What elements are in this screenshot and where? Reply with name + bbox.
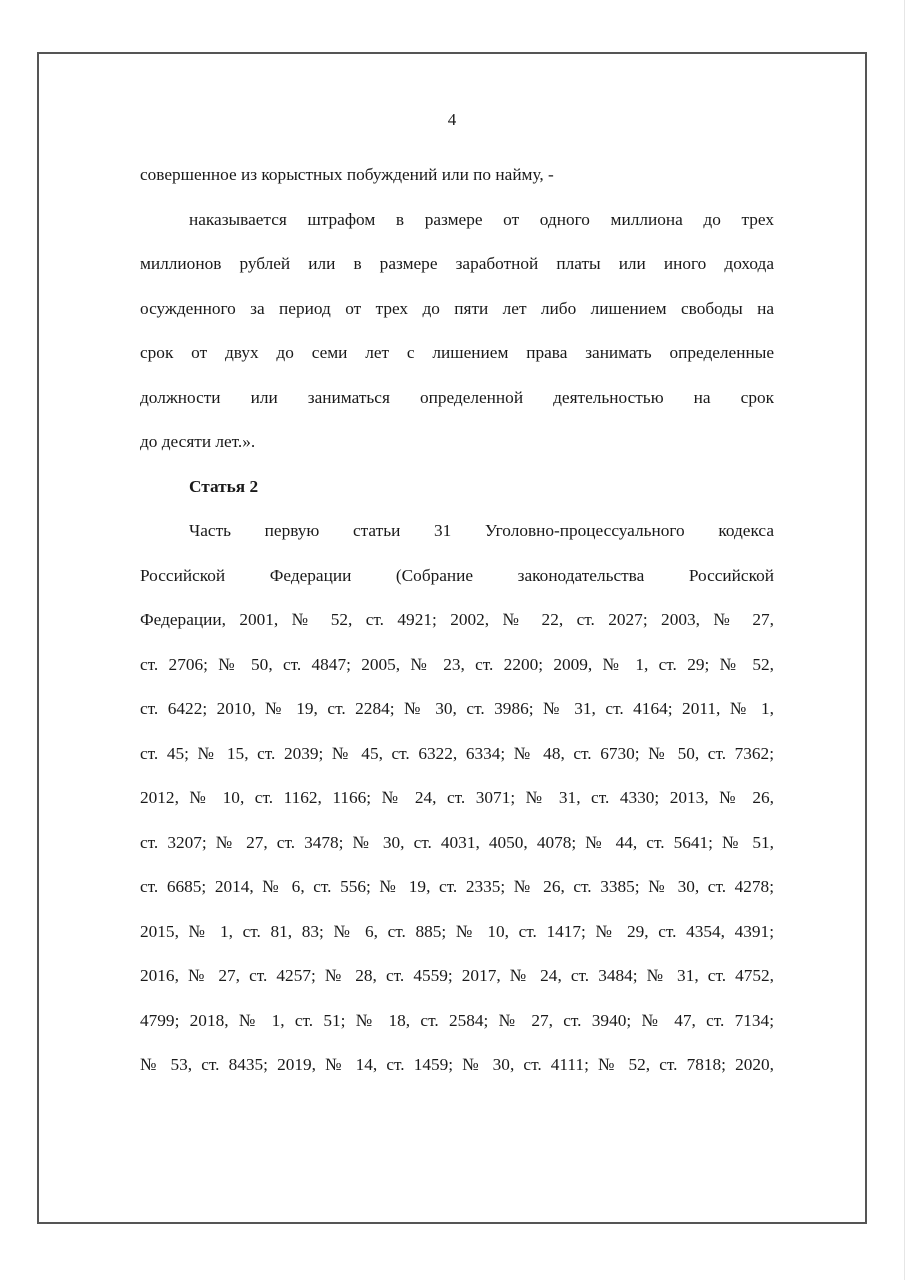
text-line: наказывается штрафом в размере от одного миллиона до трех [189, 209, 774, 229]
text-line: миллионов рублей или в размере заработной платы или иного дохода [140, 254, 774, 273]
text-line: ст. 6685; 2014, № 6, ст. 556; № 19, ст. 2335; № 26, ст. 3385; № 30, ст. 4278; [140, 877, 774, 896]
text-line: 2016, № 27, ст. 4257; № 28, ст. 4559; 2017, № 24, ст. 3484; № 31, ст. 4752, [140, 966, 774, 985]
text-line: ст. 45; № 15, ст. 2039; № 45, ст. 6322, 6334; № 48, ст. 6730; № 50, ст. 7362; [140, 743, 774, 763]
text-line: до десяти лет.». [140, 432, 256, 451]
document-body [140, 153, 774, 1088]
text-line: срок от двух до семи лет с лишением права занимать определенные [140, 343, 774, 362]
text-line: ст. 6422; 2010, № 19, ст. 2284; № 30, ст. 3986; № 31, ст. 4164; 2011, № 1, [140, 699, 774, 718]
text-line: Часть первую статьи 31 Уголовно-процессуального кодекса [189, 521, 774, 540]
document-page [37, 52, 867, 1224]
text-line: № 53, ст. 8435; 2019, № 14, ст. 1459; № 30, ст. 4111; № 52, ст. 7818; 2020, [140, 1055, 774, 1074]
text-line: Федерации, 2001, № 52, ст. 4921; 2002, № 22, ст. 2027; 2003, № 27, [140, 610, 774, 629]
text-line: 4799; 2018, № 1, ст. 51; № 18, ст. 2584; № 27, ст. 3940; № 47, ст. 7134; [140, 1010, 774, 1030]
article-heading: Статья 2 [189, 476, 259, 496]
page-number: 4 [447, 110, 457, 129]
text-line: совершенное из корыстных побуждений или по найму, - [140, 165, 554, 184]
text-line: 2012, № 10, ст. 1162, 1166; № 24, ст. 3071; № 31, ст. 4330; 2013, № 26, [140, 788, 774, 807]
text-line: ст. 3207; № 27, ст. 3478; № 30, ст. 4031, 4050, 4078; № 44, ст. 5641; № 51, [140, 832, 774, 852]
text-line: должности или заниматься определенной деятельностью на срок [140, 387, 774, 407]
text-line: Российской Федерации (Собрание законодательства Российской [140, 565, 774, 585]
text-line: ст. 2706; № 50, ст. 4847; 2005, № 23, ст. 2200; 2009, № 1, ст. 29; № 52, [140, 654, 774, 674]
viewer-edge-line [904, 0, 905, 1280]
text-line: 2015, № 1, ст. 81, 83; № 6, ст. 885; № 10, ст. 1417; № 29, ст. 4354, 4391; [140, 921, 774, 941]
text-line: осужденного за период от трех до пяти лет либо лишением свободы на [140, 298, 774, 318]
